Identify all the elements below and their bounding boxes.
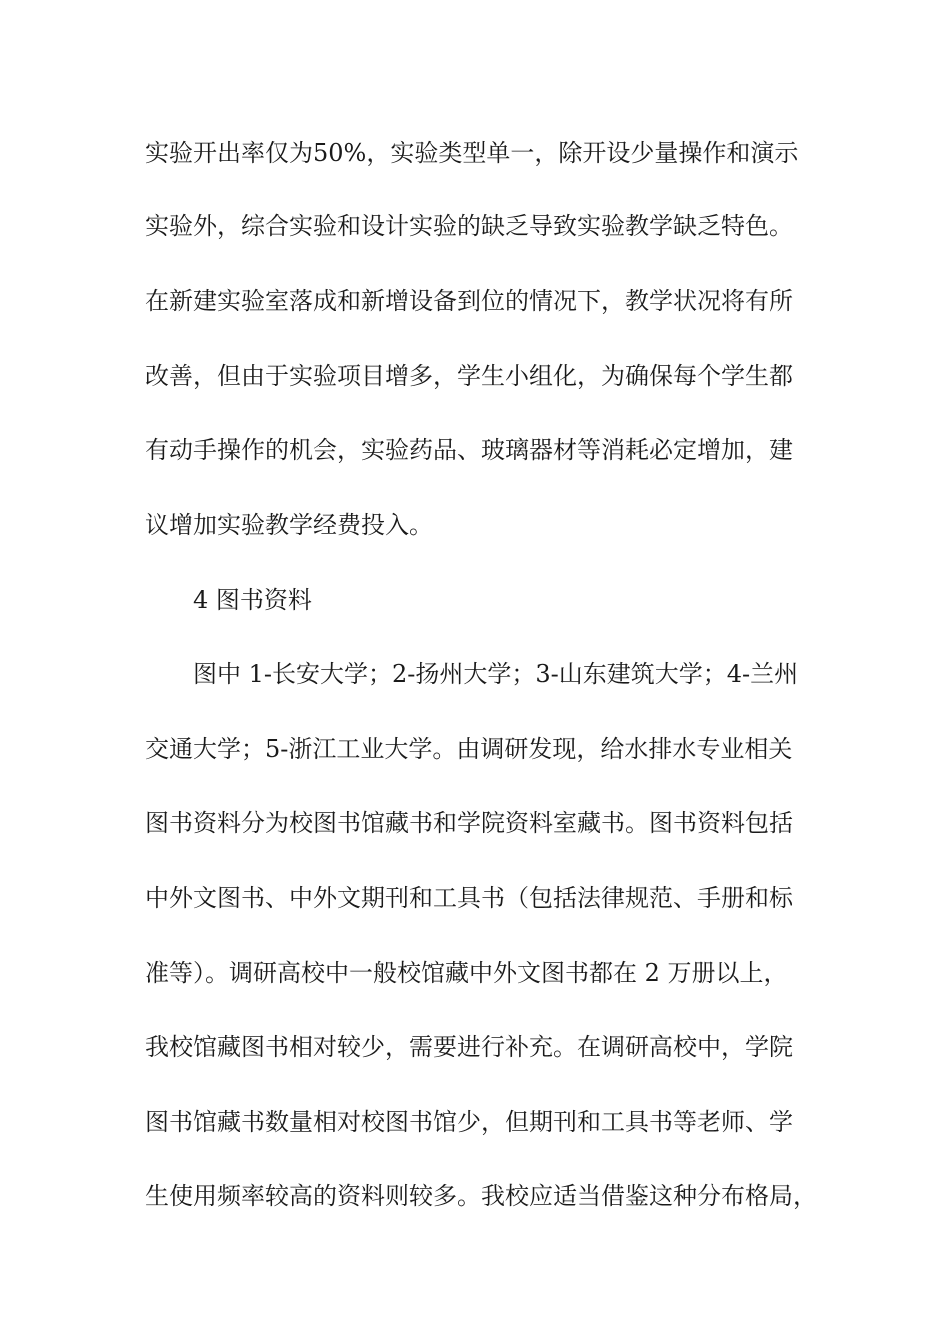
paragraph-line: 准等）。调研高校中一般校馆藏中外文图书都在 2 万册以上， [145, 959, 788, 987]
paragraph-line: 生使用频率较高的资料则较多。我校应适当借鉴这种分布格局， [145, 1182, 817, 1210]
paragraph-line: 图中 1-长安大学；2-扬州大学；3-山东建筑大学；4-兰州 [193, 660, 799, 688]
paragraph-line: 实验开出率仅为50%，实验类型单一，除开设少量操作和演示 [145, 139, 799, 167]
paragraph-line: 中外文图书、中外文期刊和工具书（包括法律规范、手册和标 [145, 884, 793, 912]
section-heading: 4 图书资料 [193, 586, 312, 614]
paragraph-line: 我校馆藏图书相对较少，需要进行补充。在调研高校中，学院 [145, 1033, 793, 1061]
paragraph-line: 实验外，综合实验和设计实验的缺乏导致实验教学缺乏特色。 [145, 212, 793, 240]
paragraph-line: 图书资料分为校图书馆藏书和学院资料室藏书。图书资料包括 [145, 809, 793, 837]
paragraph-line: 图书馆藏书数量相对校图书馆少，但期刊和工具书等老师、学 [145, 1108, 793, 1136]
paragraph-line: 交通大学；5-浙江工业大学。由调研发现，给水排水专业相关 [145, 735, 793, 763]
paragraph-line: 在新建实验室落成和新增设备到位的情况下，教学状况将有所 [145, 287, 793, 315]
paragraph-line: 改善，但由于实验项目增多，学生小组化，为确保每个学生都 [145, 362, 793, 390]
paragraph-line: 议增加实验教学经费投入。 [145, 511, 433, 539]
paragraph-line: 有动手操作的机会，实验药品、玻璃器材等消耗必定增加，建 [145, 436, 793, 464]
